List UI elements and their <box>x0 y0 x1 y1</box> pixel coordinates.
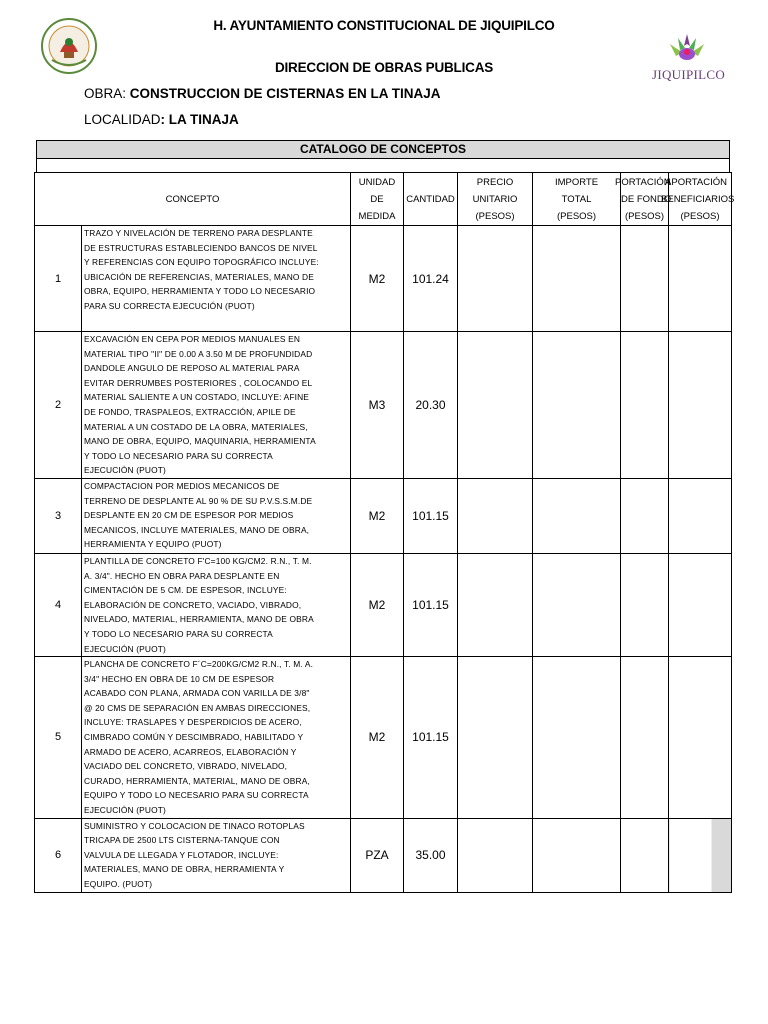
concept-line: DESPLANTE EN 20 CM DE ESPESOR POR MEDIOS <box>84 510 294 521</box>
localidad-line <box>84 112 239 127</box>
concept-line: VACIADO DEL CONCRETO, VIBRADO, NIVELADO, <box>84 761 288 772</box>
fund-contribution-cell <box>621 818 669 892</box>
concept-line: CURADO, HERRAMIENTA, MATERIAL, MANO DE OBRA, <box>84 775 310 786</box>
total-cell <box>533 553 621 656</box>
fund-contribution-cell <box>621 478 669 553</box>
page-title: H. AYUNTAMIENTO CONSTITUCIONAL DE JIQUIPILCO <box>213 18 555 33</box>
col-header-fondo-l2: DE FONDO <box>621 193 672 205</box>
item-number: 6 <box>35 818 82 892</box>
department-subtitle: DIRECCION DE OBRAS PUBLICAS <box>274 60 494 75</box>
concept-line: OBRA, EQUIPO, HERRAMIENTA Y TODO LO NECESARIO <box>84 286 316 297</box>
col-header-unidad <box>351 173 404 226</box>
beneficiary-contribution-cell <box>669 818 732 892</box>
concept-line: MATERIALES, MANO DE OBRA, HERRAMIENTA Y <box>84 864 285 875</box>
obra-value: CONSTRUCCION DE CISTERNAS EN LA TINAJA <box>129 86 441 101</box>
obra-label: OBRA: <box>84 86 130 101</box>
quantity: 20.30 <box>404 332 458 479</box>
fund-contribution-cell <box>621 553 669 656</box>
item-number: 3 <box>35 478 82 553</box>
unit-of-measure: PZA <box>351 818 404 892</box>
logo-text: JIQUIPILCO <box>652 67 726 82</box>
concept-description <box>82 478 351 553</box>
concepts-table <box>34 172 735 893</box>
total-cell <box>533 332 621 479</box>
quantity: 35.00 <box>404 818 458 892</box>
concept-line: DE ESTRUCTURAS ESTABLECIENDO BANCOS DE NIVEL <box>84 242 318 253</box>
col-header-beneficiarios-l1: APORTACIÓN <box>665 176 727 188</box>
concept-description <box>82 818 351 892</box>
fund-contribution-cell <box>621 657 669 819</box>
concept-line: Y REFERENCIAS CON EQUIPO TOPOGRÁFICO INCLUYE: <box>84 257 319 268</box>
concept-line: MATERIAL A UN COSTADO DE LA OBRA, MATERIALES, <box>84 421 308 432</box>
concept-line: CIMBRADO COMÚN Y DESCIMBRADO, HABILITADO Y <box>84 732 304 743</box>
beneficiary-contribution-cell <box>669 332 732 479</box>
item-number: 1 <box>35 226 82 332</box>
col-header-beneficiarios-l2: BENEFICIARIOS <box>661 193 735 205</box>
col-header-fondo-l1: PORTACIÓN <box>615 176 671 188</box>
col-header-precio-l3: (PESOS) <box>475 210 515 222</box>
banner-border-left <box>36 159 37 172</box>
concept-line: MECANICOS, INCLUYE MATERIALES, MANO DE OBRA, <box>84 524 310 535</box>
fund-contribution-cell <box>621 332 669 479</box>
col-header-unidad-l1: UNIDAD <box>358 176 396 188</box>
unit-price-cell <box>458 818 533 892</box>
beneficiary-contribution-cell <box>669 478 732 553</box>
fund-contribution-cell <box>621 226 669 332</box>
concept-line: EVITAR DERRUMBES POSTERIORES , COLOCANDO EL <box>84 377 313 388</box>
concept-description <box>82 332 351 479</box>
concept-line: EQUIPO. (PUOT) <box>84 879 153 889</box>
item-number: 4 <box>35 553 82 656</box>
concept-line: COMPACTACION POR MEDIOS MECANICOS DE <box>84 480 280 491</box>
localidad-label: LOCALIDAD <box>84 112 161 127</box>
concept-line: EJECUCIÓN (PUOT) <box>84 465 166 476</box>
unit-of-measure: M2 <box>351 657 404 819</box>
concept-line: A. 3/4". HECHO EN OBRA PARA DESPLANTE EN <box>84 570 280 581</box>
table-row <box>35 818 732 892</box>
col-header-importe-l1: IMPORTE <box>554 176 599 188</box>
concept-line: ARMADO DE ACERO, ACARREOS, ELABORACIÓN Y <box>84 746 297 757</box>
concept-description <box>82 657 351 819</box>
col-header-precio-l1: PRECIO <box>476 176 514 188</box>
concept-line: Y TODO LO NECESARIO PARA SU CORRECTA <box>84 628 273 639</box>
unit-of-measure: M3 <box>351 332 404 479</box>
concept-line: PARA SU CORRECTA EJECUCIÓN (PUOT) <box>84 300 255 311</box>
table-row <box>35 226 732 332</box>
concept-line: MATERIAL TIPO "II" DE 0.00 A 3.50 M DE PROFUNDIDAD <box>84 348 313 359</box>
localidad-value: : LA TINAJA <box>160 112 239 127</box>
concept-description <box>82 553 351 656</box>
total-cell <box>533 226 621 332</box>
table-row <box>35 332 732 479</box>
concept-line: PLANTILLA DE CONCRETO F'C=100 KG/CM2. R.N., T. M. <box>84 555 312 566</box>
concept-line: EXCAVACIÓN EN CEPA POR MEDIOS MANUALES EN <box>84 334 301 344</box>
unit-price-cell <box>458 657 533 819</box>
concept-line: ACABADO CON PLANA, ARMADA CON VARILLA DE 3/8" <box>84 688 310 699</box>
total-cell <box>533 657 621 819</box>
concept-line: PLANCHA DE CONCRETO F´C=200KG/CM2 R.N., T. M. A. <box>84 659 314 670</box>
quantity: 101.15 <box>404 478 458 553</box>
item-number: 2 <box>35 332 82 479</box>
concept-line: SUMINISTRO Y COLOCACION DE TINACO ROTOPLAS <box>84 820 305 831</box>
concept-line: UBICACIÓN DE REFERENCIAS, MATERIALES, MANO DE <box>84 271 314 282</box>
beneficiary-contribution-cell <box>669 657 732 819</box>
col-header-unidad-l3: MEDIDA <box>358 210 396 222</box>
concept-line: EJECUCIÓN (PUOT) <box>84 643 166 654</box>
quantity: 101.15 <box>404 657 458 819</box>
quantity: 101.24 <box>404 226 458 332</box>
total-cell <box>533 478 621 553</box>
col-header-cantidad: CANTIDAD <box>404 173 458 226</box>
beneficiary-contribution-cell <box>669 553 732 656</box>
unit-price-cell <box>458 553 533 656</box>
concept-description <box>82 226 351 332</box>
col-header-unidad-l2: DE <box>370 193 384 205</box>
col-header-beneficiarios <box>661 173 735 226</box>
concept-line: ELABORACIÓN DE CONCRETO, VACIADO, VIBRADO, <box>84 599 302 610</box>
col-header-beneficiarios-l3: (PESOS) <box>680 210 720 222</box>
concept-line: TRICAPA DE 2500 LTS CISTERNA-TANQUE CON <box>84 835 280 846</box>
concept-line: DE FONDO, TRASPALEOS, EXTRACCIÓN, APILE DE <box>84 406 296 417</box>
obra-line <box>84 86 441 101</box>
unit-price-cell <box>458 478 533 553</box>
concept-line: MATERIAL SALIENTE A UN COSTADO, INCLUYE: AFINE <box>84 392 310 403</box>
unit-price-cell <box>458 332 533 479</box>
concept-line: HERRAMIENTA Y EQUIPO (PUOT) <box>84 539 222 550</box>
concept-line: INCLUYE: TRASLAPES Y DESPERDICIOS DE ACERO, <box>84 717 302 728</box>
col-header-precio-l2: UNITARIO <box>472 193 518 205</box>
item-number: 5 <box>35 657 82 819</box>
banner-border-right <box>729 159 730 172</box>
unit-of-measure: M2 <box>351 478 404 553</box>
concept-line: Y TODO LO NECESARIO PARA SU CORRECTA <box>84 450 273 461</box>
concept-line: MANO DE OBRA, EQUIPO, MAQUINARIA, HERRAMIENTA <box>84 436 316 447</box>
concept-line: @ 20 CMS DE SEPARACIÓN EN AMBAS DIRECCIONES, <box>84 702 311 713</box>
unit-of-measure: M2 <box>351 226 404 332</box>
catalog-banner: CATALOGO DE CONCEPTOS <box>36 140 730 159</box>
col-header-fondo-l3: (PESOS) <box>624 210 665 222</box>
col-header-importe-l2: TOTAL <box>561 193 592 205</box>
beneficiary-contribution-cell <box>669 226 732 332</box>
concept-line: 3/4" HECHO EN OBRA DE 10 CM DE ESPESOR <box>84 673 275 684</box>
table-row <box>35 553 732 656</box>
concept-line: EQUIPO Y TODO LO NECESARIO PARA SU CORRECTA <box>84 790 309 801</box>
concept-line: EJECUCIÓN (PUOT) <box>84 805 166 816</box>
concept-line: VALVULA DE LLEGADA Y FLOTADOR, INCLUYE: <box>84 849 279 860</box>
col-header-concepto: CONCEPTO <box>35 173 351 226</box>
concept-line: TERRENO DE DESPLANTE AL 90 % DE SU P.V.S.S.M.DE <box>84 495 313 506</box>
table-header-row <box>35 173 732 226</box>
total-cell <box>533 818 621 892</box>
col-header-precio <box>458 173 533 226</box>
concept-line: NIVELADO, MATERIAL, HERRAMIENTA, MANO DE OBRA <box>84 614 314 625</box>
unit-price-cell <box>458 226 533 332</box>
col-header-importe <box>533 173 621 226</box>
table-row <box>35 478 732 553</box>
concept-line: TRAZO Y NIVELACIÓN DE TERRENO PARA DESPLANTE <box>84 228 313 238</box>
quantity: 101.15 <box>404 553 458 656</box>
unit-of-measure: M2 <box>351 553 404 656</box>
col-header-importe-l3: (PESOS) <box>556 210 597 222</box>
concept-line: DANDOLE ANGULO DE REPOSO AL MATERIAL PARA <box>84 363 300 374</box>
table-row <box>35 657 732 819</box>
concept-line: CIMENTACIÓN DE 5 CM. DE ESPESOR, INCLUYE: <box>84 585 287 596</box>
